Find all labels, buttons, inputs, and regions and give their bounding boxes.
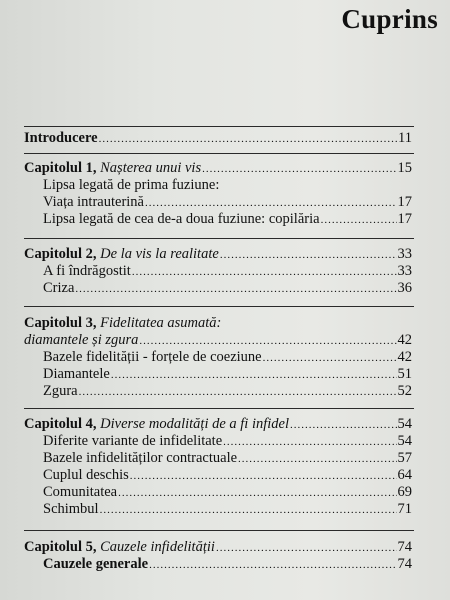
- toc-chapter-3-cont: [24, 332, 412, 349]
- toc-subentry: Diamantele ..... 51: [43, 366, 412, 383]
- toc-page-number: 54: [397, 433, 412, 449]
- dot-leader: [202, 161, 396, 177]
- dot-leader: [216, 540, 397, 556]
- dot-leader: [149, 557, 396, 573]
- chapter-number: Capitolul 1,: [24, 160, 97, 176]
- chapter-title: Diverse modalități de a fi infidel: [100, 416, 290, 432]
- toc-entry-label: Introducere: [24, 130, 98, 146]
- chapter-title: Cauzele infidelității: [100, 539, 215, 555]
- section-divider: [24, 530, 414, 531]
- toc-page-number: 54: [397, 416, 412, 432]
- toc-page-number: 74: [397, 539, 412, 555]
- toc-page-number: 42: [397, 349, 412, 365]
- dot-leader: [145, 195, 397, 211]
- chapter-title: Nașterea unui vis: [100, 160, 202, 176]
- toc-page-number: 57: [397, 450, 412, 466]
- toc-subentry: Lipsa legată de cea de-a doua fuziune: copilăria ..... 17: [43, 211, 412, 228]
- dot-leader: [111, 367, 397, 383]
- toc-page-number: 17: [397, 211, 412, 227]
- dot-leader: [130, 468, 397, 484]
- toc-chapter-2: [24, 246, 412, 263]
- dot-leader: [220, 247, 397, 263]
- toc-subentry: Diferite variante de infidelitate ..... 54: [43, 433, 412, 450]
- toc-page-number: 36: [397, 280, 412, 296]
- toc-page-number: 74: [397, 556, 412, 572]
- toc-subentry: Lipsa legată de prima fuziune:: [43, 177, 220, 193]
- toc-chapter-1: [24, 160, 412, 177]
- dot-leader: [132, 264, 397, 280]
- dot-leader: [75, 281, 396, 297]
- toc-page-number: 15: [397, 160, 412, 176]
- page-title: Cuprins: [341, 4, 438, 34]
- dot-leader: [99, 131, 397, 147]
- section-divider: [24, 306, 414, 307]
- toc-subentry: Cauzele generale ..... 74: [43, 556, 412, 573]
- dot-leader: [238, 451, 396, 467]
- toc-subentry: A fi îndrăgostit ..... 33: [43, 263, 412, 280]
- toc-subentry: Cuplul deschis ..... 64: [43, 467, 412, 484]
- section-divider: [24, 126, 414, 127]
- section-divider: [24, 153, 414, 154]
- chapter-number: Capitolul 3,: [24, 315, 97, 331]
- toc-subentry: Viața intrauterină ..... 17: [43, 194, 412, 211]
- toc-page-number: 17: [397, 194, 412, 210]
- toc-page-number: 33: [397, 263, 412, 279]
- toc-subentry: Criza ..... 36: [43, 280, 412, 297]
- toc-page-number: 33: [397, 246, 412, 262]
- dot-leader: [79, 384, 397, 400]
- dot-leader: [139, 333, 396, 349]
- chapter-title: Fidelitatea asumată:: [100, 315, 222, 331]
- toc-subentry: Zgura ..... 52: [43, 383, 412, 400]
- dot-leader: [100, 502, 397, 518]
- dot-leader: [118, 485, 396, 501]
- toc-page-number: 42: [397, 332, 412, 348]
- toc-page-number: 51: [397, 366, 412, 382]
- dot-leader: [290, 417, 396, 433]
- chapter-title: De la vis la realitate: [100, 246, 219, 262]
- chapter-number: Capitolul 5,: [24, 539, 97, 555]
- toc-chapter-5: [24, 539, 412, 556]
- dot-leader: [321, 212, 397, 228]
- toc-page-number: 11: [398, 130, 412, 146]
- toc-page-number: 71: [397, 501, 412, 517]
- toc-chapter-4: [24, 416, 412, 433]
- toc-subentry: Comunitatea ..... 69: [43, 484, 412, 501]
- chapter-number: Capitolul 4,: [24, 416, 97, 432]
- section-divider: [24, 408, 414, 409]
- chapter-title-continued: diamantele și zgura: [24, 332, 139, 348]
- dot-leader: [223, 434, 396, 450]
- chapter-number: Capitolul 2,: [24, 246, 97, 262]
- section-divider: [24, 238, 414, 239]
- toc-page-number: 69: [397, 484, 412, 500]
- toc-subentry: Bazele fidelității - forțele de coeziune ..... 42: [43, 349, 412, 366]
- toc-page-number: 64: [397, 467, 412, 483]
- toc-entry-intro: [24, 130, 412, 147]
- toc-chapter-3: [24, 315, 221, 331]
- toc-page-number: 52: [397, 383, 412, 399]
- toc-subentry: Bazele infidelităților contractuale ..... 57: [43, 450, 412, 467]
- toc-subentry: Schimbul ..... 71: [43, 501, 412, 518]
- dot-leader: [263, 350, 397, 366]
